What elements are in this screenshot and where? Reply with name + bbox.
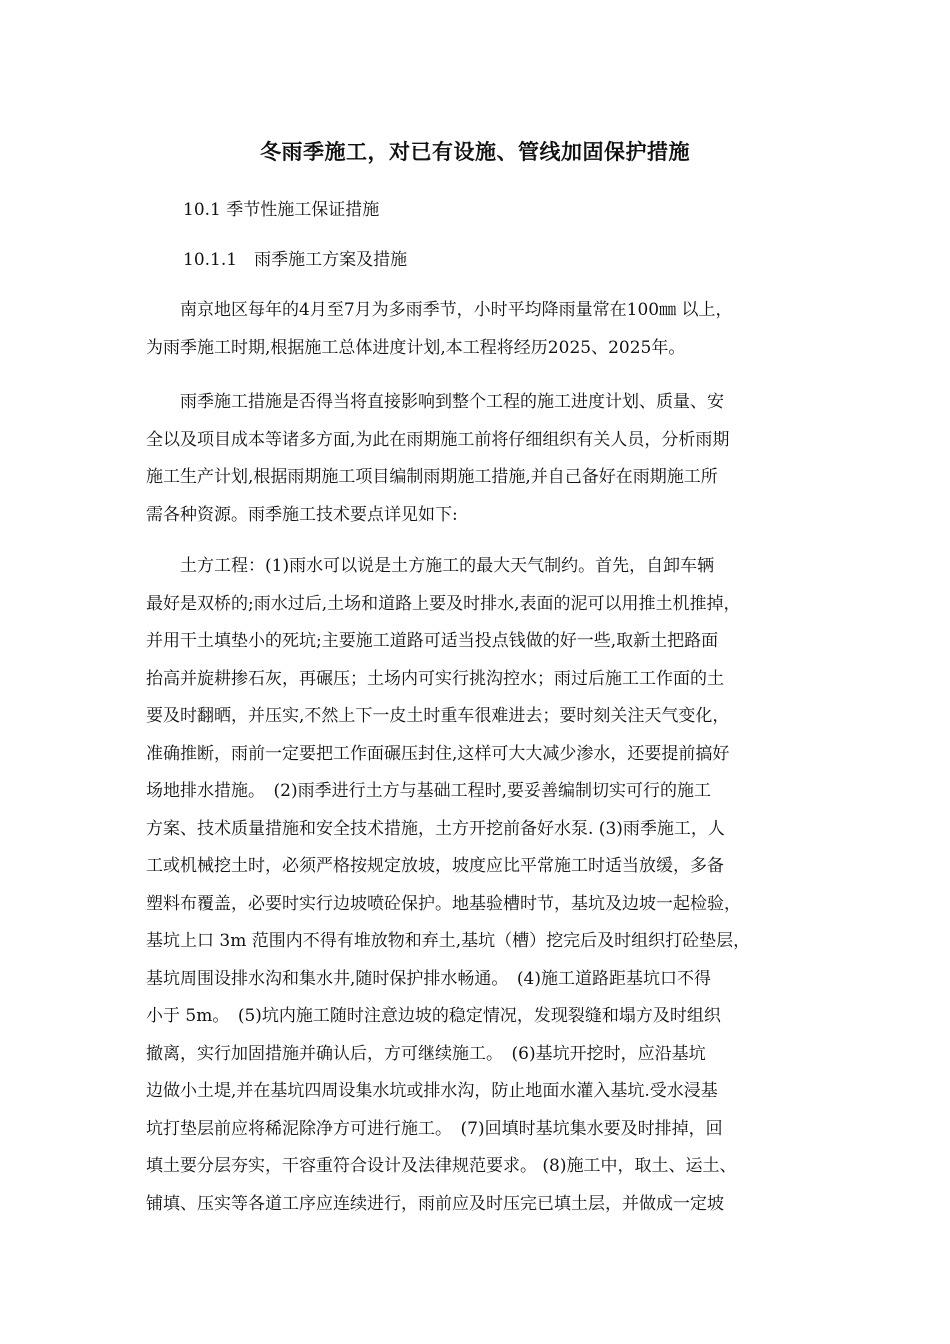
text-line: 场地排水措施。 (2)雨季进行土方与基础工程时,要妥善编制切实可行的施工 [146,781,711,801]
section-heading: 10.1 季节性施工保证措施 [183,200,380,220]
text-line: 填土要分层夯实，干容重符合设计及法律规范要求。 (8)施工中，取土、运土、 [146,1156,737,1176]
text-line: 为雨季施工时期,根据施工总体进度计划,本工程将经历2025、2025年。 [146,337,686,358]
text-line: 基坑周围设排水沟和集水井,随时保护排水畅通。 (4)施工道路距基坑口不得 [146,968,711,989]
text-line: 并用干土填垫小的死坑;主要施工道路可适当投点钱做的好一些,取新土把路面 [146,631,719,651]
subsection-heading: 10.1.1 雨季施工方案及措施 [183,250,408,270]
text-line: 基坑上口 3m 范围内不得有堆放物和弃土,基坑（槽）挖完后及时组织打砼垫层， [146,931,751,951]
text-line: 抬高并旋耕掺石灰，再碾压；土场内可实行挑沟控水；雨过后施工工作面的土 [146,668,724,689]
paragraph-earthwork [146,554,816,1229]
text-line: 坑打垫层前应将稀泥除净方可进行施工。 (7)回填时基坑集水要及时排掉，回 [146,1118,723,1139]
text-line: 需各种资源。雨季施工技术要点详见如下: [146,504,458,525]
text-line: 南京地区每年的4月至7月为多雨季节，小时平均降雨量常在100㎜ 以上， [146,300,733,320]
text-line: 塑料布覆盖，必要时实行边坡喷砼保护。地基验槽时节，基坑及边坡一起检验， [146,893,741,914]
text-line: 方案、技术质量措施和安全技术措施，土方开挖前备好水泵. (3)雨季施工，人 [146,818,725,839]
text-line: 铺填、压实等各道工序应连续进行，雨前应及时压完已填土层，并做成一定坡 [146,1193,724,1214]
text-line: 土方工程：(1)雨水可以说是土方施工的最大天气制约。首先，自卸车辆 [146,556,715,576]
text-line: 准确推断，雨前一定要把工作面碾压封住,这样可大大减少渗水，还要提前搞好 [146,743,730,764]
text-line: 边做小土堤,并在基坑四周设集水坑或排水沟，防止地面水灌入基坑.受水浸基 [146,1081,718,1101]
paragraph-rainy-season-measures [146,390,816,540]
text-line: 要及时翻晒，并压实,不然上下一皮土时重车很难进去；要时刻关注天气变化， [146,706,730,726]
text-line: 全以及项目成本等诸多方面,为此在雨期施工前将仔细组织有关人员，分析雨期 [146,429,730,450]
text-line: 雨季施工措施是否得当将直接影响到整个工程的施工进度计划、质量、安 [146,392,724,412]
text-line: 施工生产计划,根据雨期施工项目编制雨期施工措施,并自己备好在雨期施工所 [146,467,718,487]
text-line: 工或机械挖土时，必须严格按规定放坡，坡度应比平常施工时适当放缓，多备 [146,856,724,876]
paragraph-rainy-season-period [146,298,816,373]
text-line: 撤离，实行加固措施并确认后，方可继续施工。 (6)基坑开挖时，应沿基坑 [146,1043,706,1064]
text-line: 最好是双桥的;雨水过后,土场和道路上要及时排水,表面的泥可以用推土机推掉， [146,593,741,614]
document-title: 冬雨季施工，对已有设施、管线加固保护措施 [260,140,690,164]
text-line: 小于 5m。 (5)坑内施工随时注意边坡的稳定情况，发现裂缝和塌方及时组织 [146,1006,721,1026]
